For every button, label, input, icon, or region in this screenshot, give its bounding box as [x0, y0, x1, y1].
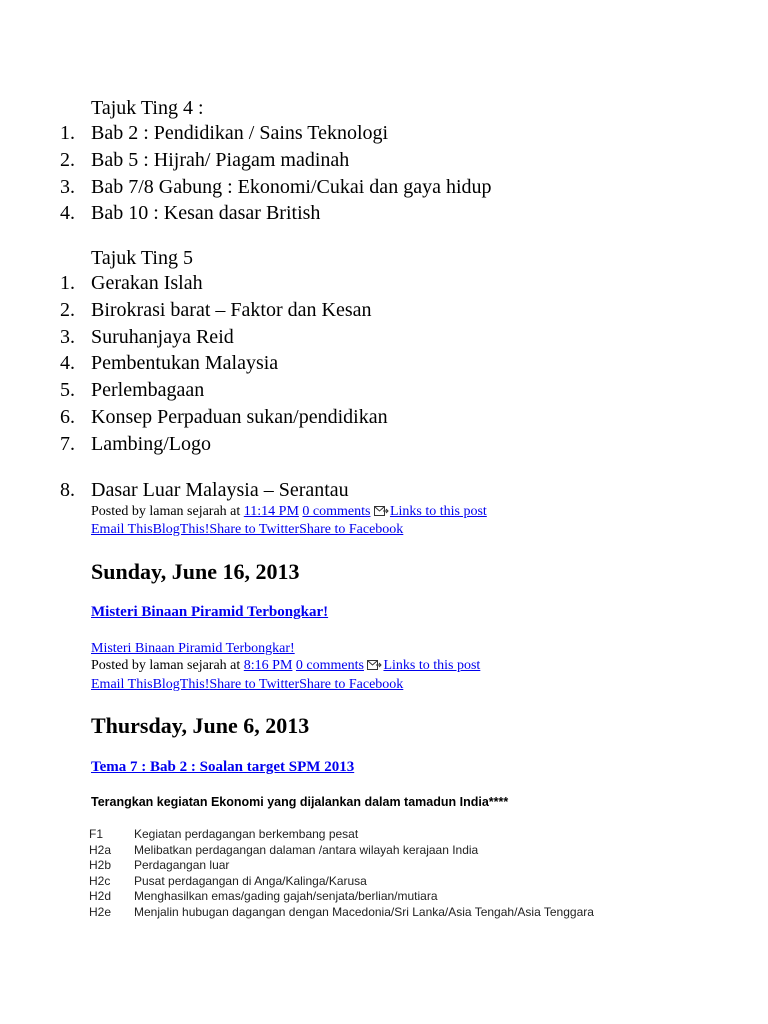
- list-item: [60, 324, 388, 351]
- links-to-post-link[interactable]: Links to this post: [389, 504, 487, 519]
- point-code: H2d: [89, 889, 112, 903]
- point-text: Menghasilkan emas/gading gajah/senjata/berlian/mutiara: [134, 889, 438, 903]
- envelope-arrow-icon[interactable]: [374, 504, 389, 514]
- list-number: 2.: [60, 298, 75, 321]
- point-text: Perdagangan luar: [134, 858, 230, 872]
- posted-by-text: Posted by laman sejarah at: [91, 504, 244, 519]
- list-item: [60, 350, 388, 377]
- list-number: 6.: [60, 405, 75, 428]
- links-to-post-link[interactable]: Links to this post: [383, 658, 481, 673]
- list-item: [60, 431, 388, 458]
- tajuk-ting-5-item-8: [60, 477, 349, 504]
- answer-points-list: [89, 827, 594, 920]
- point-text: Melibatkan perdagangan dalaman /antara wilayah kerajaan India: [134, 842, 479, 857]
- list-number: 2.: [60, 148, 75, 171]
- list-item-text: Gerakan Islah: [91, 272, 203, 294]
- list-item-text: Konsep Perpaduan sukan/pendidikan: [91, 405, 388, 428]
- list-item-text: Lambing/Logo: [91, 432, 211, 455]
- list-item: [60, 297, 388, 324]
- point-code: H2e: [89, 904, 112, 919]
- list-item-text: Perlembagaan: [91, 379, 205, 402]
- point-code: H2a: [89, 842, 112, 857]
- list-item-text: Bab 10 : Kesan dasar British: [91, 202, 321, 225]
- list-item-text: Bab 5 : Hijrah/ Piagam madinah: [91, 148, 350, 171]
- post-body-link[interactable]: Misteri Binaan Piramid Terbongkar!: [91, 641, 295, 656]
- list-number: 8.: [60, 479, 75, 501]
- list-item: [60, 377, 388, 404]
- point-code: H2c: [89, 873, 111, 888]
- list-number: 3.: [60, 175, 75, 198]
- post-title-link[interactable]: Misteri Binaan Piramid Terbongkar!: [91, 604, 329, 620]
- list-item: [60, 477, 349, 504]
- posted-by-text: Posted by laman sejarah at: [91, 658, 244, 673]
- list-number: 1.: [60, 122, 75, 144]
- point-text: Pusat perdagangan di Anga/Kalinga/Karusa: [134, 873, 367, 888]
- list-item: [60, 200, 492, 227]
- share-facebook-link[interactable]: Share to Facebook: [299, 522, 404, 537]
- point-code: H2b: [89, 858, 112, 872]
- email-this-link[interactable]: Email This: [91, 522, 153, 537]
- list-item: [60, 270, 388, 297]
- post-timestamp-link[interactable]: 11:14 PM: [243, 504, 299, 519]
- tajuk-ting-4-list: [60, 120, 492, 227]
- list-item: [89, 858, 594, 874]
- date-header: Sunday, June 16, 2013: [91, 559, 300, 584]
- share-twitter-link[interactable]: Share to Twitter: [209, 677, 300, 692]
- list-number: 3.: [60, 325, 75, 348]
- list-item-text: Pembentukan Malaysia: [91, 352, 279, 375]
- list-item: [60, 120, 492, 147]
- list-number: 5.: [60, 379, 75, 402]
- list-item: [60, 147, 492, 174]
- date-header: Thursday, June 6, 2013: [91, 713, 310, 738]
- list-item: [89, 827, 594, 843]
- list-item-text: Bab 7/8 Gabung : Ekonomi/Cukai dan gaya hidup: [91, 175, 492, 198]
- tajuk-ting-5-title: Tajuk Ting 5: [91, 247, 193, 269]
- list-number: 4.: [60, 202, 75, 225]
- list-item: [60, 174, 492, 201]
- list-item-text: Bab 2 : Pendidikan / Sains Teknologi: [91, 122, 389, 144]
- post-share-links: [91, 521, 403, 539]
- list-item: [89, 843, 594, 859]
- share-facebook-link[interactable]: Share to Facebook: [299, 677, 404, 692]
- point-text: Kegiatan perdagangan berkembang pesat: [134, 827, 359, 841]
- comments-link[interactable]: 0 comments: [302, 504, 371, 519]
- point-code: F1: [89, 827, 104, 841]
- blogthis-link[interactable]: BlogThis!: [152, 522, 210, 537]
- list-item: [89, 874, 594, 890]
- list-number: 1.: [60, 272, 75, 294]
- list-item-text: Suruhanjaya Reid: [91, 325, 234, 348]
- tajuk-ting-4-title: Tajuk Ting 4 :: [91, 97, 204, 119]
- list-item: [89, 889, 594, 905]
- point-text: Menjalin hubugan dagangan dengan Macedonia/Sri Lanka/Asia Tengah/Asia Tenggara: [134, 904, 594, 919]
- post-footer-byline: [91, 503, 487, 521]
- share-twitter-link[interactable]: Share to Twitter: [209, 522, 300, 537]
- question-text: Terangkan kegiatan Ekonomi yang dijalankan dalam tamadun India****: [91, 795, 509, 809]
- list-item-text: Birokrasi barat – Faktor dan Kesan: [91, 298, 372, 321]
- email-this-link[interactable]: Email This: [91, 677, 153, 692]
- list-item-text: Dasar Luar Malaysia – Serantau: [91, 479, 349, 501]
- post-timestamp-link[interactable]: 8:16 PM: [243, 658, 293, 673]
- post-share-links: [91, 676, 403, 694]
- list-item: [89, 905, 594, 921]
- envelope-arrow-icon[interactable]: [367, 658, 382, 668]
- post-title-link[interactable]: Tema 7 : Bab 2 : Soalan target SPM 2013: [91, 759, 355, 775]
- tajuk-ting-5-list: [60, 270, 388, 458]
- blogthis-link[interactable]: BlogThis!: [152, 677, 210, 692]
- list-number: 7.: [60, 432, 75, 455]
- comments-link[interactable]: 0 comments: [295, 658, 364, 673]
- post-footer-byline: [91, 657, 480, 675]
- list-number: 4.: [60, 352, 75, 375]
- list-item: [60, 404, 388, 431]
